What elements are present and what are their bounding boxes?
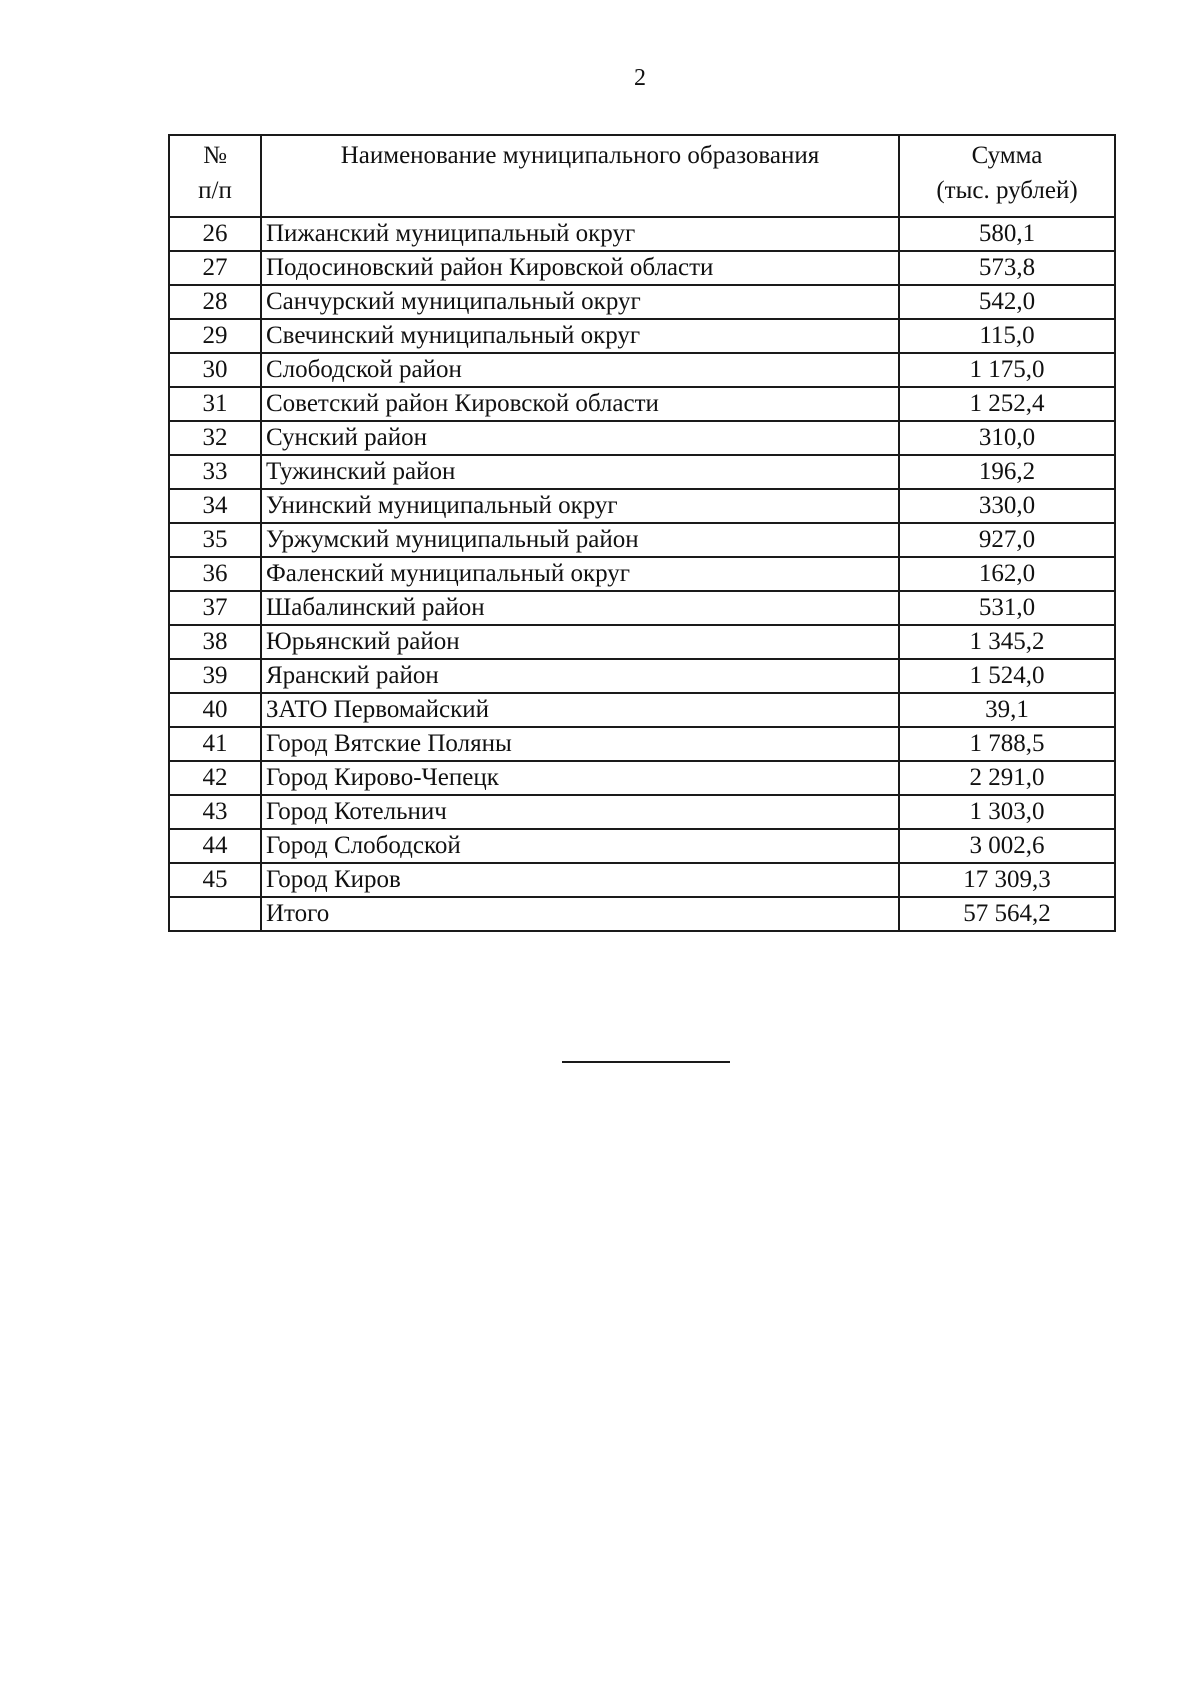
closing-separator-line <box>562 1061 730 1063</box>
row-name: Город Кирово-Чепецк <box>261 761 899 795</box>
row-sum: 162,0 <box>899 557 1115 591</box>
total-label: Итого <box>261 897 899 931</box>
row-number: 42 <box>169 761 261 795</box>
row-number: 30 <box>169 353 261 387</box>
row-number: 27 <box>169 251 261 285</box>
table-total-row <box>169 897 1115 931</box>
header-sum <box>899 135 1115 217</box>
header-number-line1: № <box>203 142 227 169</box>
row-sum: 1 175,0 <box>899 353 1115 387</box>
row-number: 26 <box>169 217 261 251</box>
header-name: Наименование муниципального образования <box>261 135 899 217</box>
row-name: ЗАТО Первомайский <box>261 693 899 727</box>
row-number: 44 <box>169 829 261 863</box>
row-number: 32 <box>169 421 261 455</box>
row-name: Уржумский муниципальный район <box>261 523 899 557</box>
row-sum: 3 002,6 <box>899 829 1115 863</box>
table-row <box>169 625 1115 659</box>
row-sum: 39,1 <box>899 693 1115 727</box>
row-name: Юрьянский район <box>261 625 899 659</box>
table-row <box>169 829 1115 863</box>
row-sum: 17 309,3 <box>899 863 1115 897</box>
table-body <box>169 217 1115 931</box>
row-number: 40 <box>169 693 261 727</box>
row-sum: 542,0 <box>899 285 1115 319</box>
row-number: 28 <box>169 285 261 319</box>
row-number: 39 <box>169 659 261 693</box>
table-row <box>169 251 1115 285</box>
row-sum: 531,0 <box>899 591 1115 625</box>
row-name: Советский район Кировской области <box>261 387 899 421</box>
table-row <box>169 863 1115 897</box>
row-number: 37 <box>169 591 261 625</box>
row-name: Санчурский муниципальный округ <box>261 285 899 319</box>
table-header-row <box>169 135 1115 217</box>
row-number: 35 <box>169 523 261 557</box>
row-sum: 310,0 <box>899 421 1115 455</box>
row-sum: 1 788,5 <box>899 727 1115 761</box>
table-row <box>169 761 1115 795</box>
row-sum: 1 524,0 <box>899 659 1115 693</box>
row-name: Тужинский район <box>261 455 899 489</box>
row-sum: 927,0 <box>899 523 1115 557</box>
row-name: Яранский район <box>261 659 899 693</box>
table-row <box>169 693 1115 727</box>
municipal-sums-table <box>168 134 1116 932</box>
table-row <box>169 659 1115 693</box>
table-row <box>169 455 1115 489</box>
row-number: 41 <box>169 727 261 761</box>
table-row <box>169 795 1115 829</box>
table-row <box>169 319 1115 353</box>
header-number <box>169 135 261 217</box>
row-number: 29 <box>169 319 261 353</box>
row-number: 34 <box>169 489 261 523</box>
row-name: Шабалинский район <box>261 591 899 625</box>
row-sum: 573,8 <box>899 251 1115 285</box>
row-number: 36 <box>169 557 261 591</box>
row-number: 38 <box>169 625 261 659</box>
table-row <box>169 591 1115 625</box>
total-number <box>169 897 261 931</box>
header-sum-line2: (тыс. рублей) <box>936 177 1078 204</box>
row-name: Пижанский муниципальный округ <box>261 217 899 251</box>
page-number: 2 <box>634 65 646 91</box>
row-name: Город Слободской <box>261 829 899 863</box>
total-sum: 57 564,2 <box>899 897 1115 931</box>
header-sum-line1: Сумма <box>971 142 1043 169</box>
row-name: Фаленский муниципальный округ <box>261 557 899 591</box>
table-row <box>169 217 1115 251</box>
row-sum: 580,1 <box>899 217 1115 251</box>
row-number: 43 <box>169 795 261 829</box>
row-name: Слободской район <box>261 353 899 387</box>
row-name: Город Вятские Поляны <box>261 727 899 761</box>
row-sum: 115,0 <box>899 319 1115 353</box>
table-row <box>169 285 1115 319</box>
row-name: Сунский район <box>261 421 899 455</box>
row-sum: 330,0 <box>899 489 1115 523</box>
table-row <box>169 387 1115 421</box>
row-number: 31 <box>169 387 261 421</box>
table-row <box>169 421 1115 455</box>
row-sum: 1 345,2 <box>899 625 1115 659</box>
row-number: 33 <box>169 455 261 489</box>
row-sum: 196,2 <box>899 455 1115 489</box>
row-name: Город Котельнич <box>261 795 899 829</box>
row-name: Подосиновский район Кировской области <box>261 251 899 285</box>
table-row <box>169 489 1115 523</box>
row-sum: 2 291,0 <box>899 761 1115 795</box>
row-sum: 1 303,0 <box>899 795 1115 829</box>
row-number: 45 <box>169 863 261 897</box>
row-name: Унинский муниципальный округ <box>261 489 899 523</box>
row-name: Город Киров <box>261 863 899 897</box>
header-number-line2: п/п <box>198 177 232 204</box>
table-row <box>169 557 1115 591</box>
table-row <box>169 353 1115 387</box>
table-row <box>169 523 1115 557</box>
row-sum: 1 252,4 <box>899 387 1115 421</box>
table-row <box>169 727 1115 761</box>
row-name: Свечинский муниципальный округ <box>261 319 899 353</box>
